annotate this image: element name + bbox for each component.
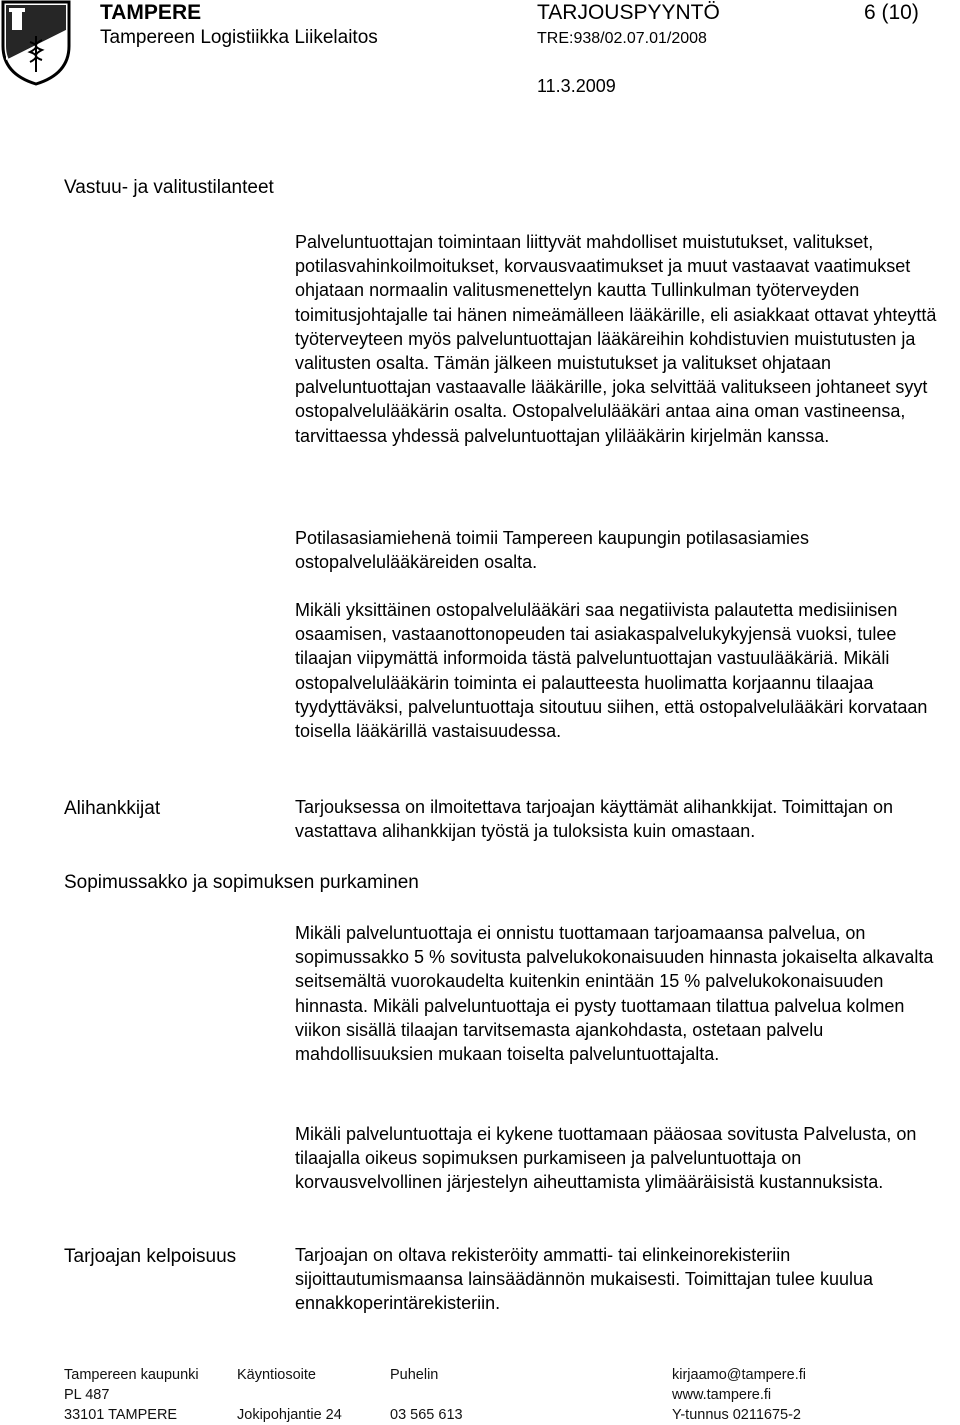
paragraph-kelpoisuus: Tarjoajan on oltava rekisteröity ammatti- tai elinkeinorekisteriin sijoittautumismaansa lainsäädännön mukaisesti. Toimittajan tulee kuulua ennakkoperintärekisteriin. (295, 1245, 873, 1314)
document-type: TARJOUSPYYNTÖ (537, 1, 720, 24)
document-reference: TRE:938/02.07.01/2008 (537, 30, 707, 47)
footer-address-column (64, 1365, 199, 1425)
footer-text: Puhelin (390, 1367, 439, 1383)
footer-visiting-address-column (237, 1365, 342, 1425)
footer-email-link[interactable]: kirjaamo@tampere.fi (672, 1367, 806, 1383)
paragraph-vastuu-1: Palveluntuottajan toimintaan liittyvät mahdolliset muistutukset, valitukset, potilasvahinkoilmoitukset, korvausvaatimukset ja muut vastaavat vaatimukset ohjataan normaalin valitusmenettelyn kautta Tullinkulman työterveyden toimitusjohtajalle tai hänen nimeämälleen lääkärille, eli asiakkaat ottavat yhteyttä työterveyteen myös palveluntuottajan lääkäreihin kohdistuvien muistutusten ja valitusten osalta. Tämän jälkeen muistutukset ja valitukset ohjataan palveluntuottajan vastaavalle lääkärille, joka selvittää valitukseen johtaneet syyt ostopalvelulääkärin osalta. Ostopalvelulääkäri antaa aina oman vastineensa, tarvittaessa yhdessä palveluntuottajan ylilääkärin kirjelmän kanssa. (295, 232, 937, 446)
organization-title: TAMPERE (100, 1, 202, 24)
footer-text: Jokipohjantie 24 (237, 1407, 342, 1423)
paragraph-vastuu-2: Potilasasiamiehenä toimii Tampereen kaupungin potilasasiamies ostopalvelulääkäreiden osalta. (295, 528, 809, 573)
paragraph-alihankkijat: Tarjouksessa on ilmoitettava tarjoajan käyttämät alihankkijat. Toimittajan on vastattava alihankkijan työstä ja tuloksista kuin omastaan. (295, 797, 893, 842)
footer-text: 33101 TAMPERE (64, 1407, 178, 1423)
paragraph-sopimussakko-1: Mikäli palveluntuottaja ei onnistu tuottamaan tarjoamaansa palvelua, on sopimussakko 5 % sovitusta palvelukokonaisuuden hinnasta jokaiselta alkavalta seitsemältä vuorokaudelta kuitenkin enintään 15 % palvelukokonaisuuden hinnasta. Mikäli palveluntuottaja ei pysty tuottamaan tilattua palvelua kolmen viikon sisällä tilaajan tarvitsemasta ajankohdasta, ostetaan palvelu mahdollisuuksien mukaan toiselta palveluntuottajalta. (295, 923, 934, 1065)
section-heading-vastuu: Vastuu- ja valitustilanteet (64, 177, 274, 198)
section-heading-kelpoisuus: Tarjoajan kelpoisuus (64, 1246, 237, 1267)
footer-text: Käyntiosoite (237, 1367, 316, 1383)
footer-text: PL 487 (64, 1387, 110, 1403)
page-number: 6 (10) (864, 1, 919, 24)
document-date: 11.3.2009 (537, 76, 616, 96)
footer-contact-column (672, 1365, 806, 1425)
footer-business-id: Y-tunnus 0211675-2 (672, 1407, 801, 1423)
organization-subtitle: Tampereen Logistiikka Liikelaitos (100, 27, 378, 48)
footer-text (237, 1385, 342, 1405)
footer-text (390, 1385, 463, 1405)
paragraph-sopimussakko-2: Mikäli palveluntuottaja ei kykene tuottamaan pääosaa sovitusta Palvelusta, on tilaajalla oikeus sopimuksen purkamiseen ja palveluntuottaja on korvausvelvollinen järjestelyn aiheuttamista ylimääräisistä kustannuksista. (295, 1124, 917, 1193)
footer-text: Tampereen kaupunki (64, 1367, 199, 1383)
section-heading-sopimussakko: Sopimussakko ja sopimuksen purkaminen (64, 872, 419, 893)
tampere-coat-of-arms-logo (0, 0, 72, 86)
paragraph-vastuu-3: Mikäli yksittäinen ostopalvelulääkäri saa negatiivista palautetta medisiinisen osaamisen, vastaanottonopeuden tai asiakaspalvelukykyjensä vuoksi, tulee tilaajan viipymättä informoida tästä palveluntuottajan vastuulääkäriä. Mikäli ostopalvelulääkärin toiminta ei palautteesta huolimatta korjaannu tilaajaa tyydyttäväksi, palveluntuottaja sitoutuu siihen, että ostopalvelulääkäri korvataan toisella lääkärillä vastaisuudessa. (295, 600, 928, 742)
footer-phone-column (390, 1365, 463, 1425)
footer-text: 03 565 613 (390, 1407, 463, 1423)
footer-website-link[interactable]: www.tampere.fi (672, 1387, 772, 1403)
section-heading-alihankkijat: Alihankkijat (64, 798, 161, 819)
